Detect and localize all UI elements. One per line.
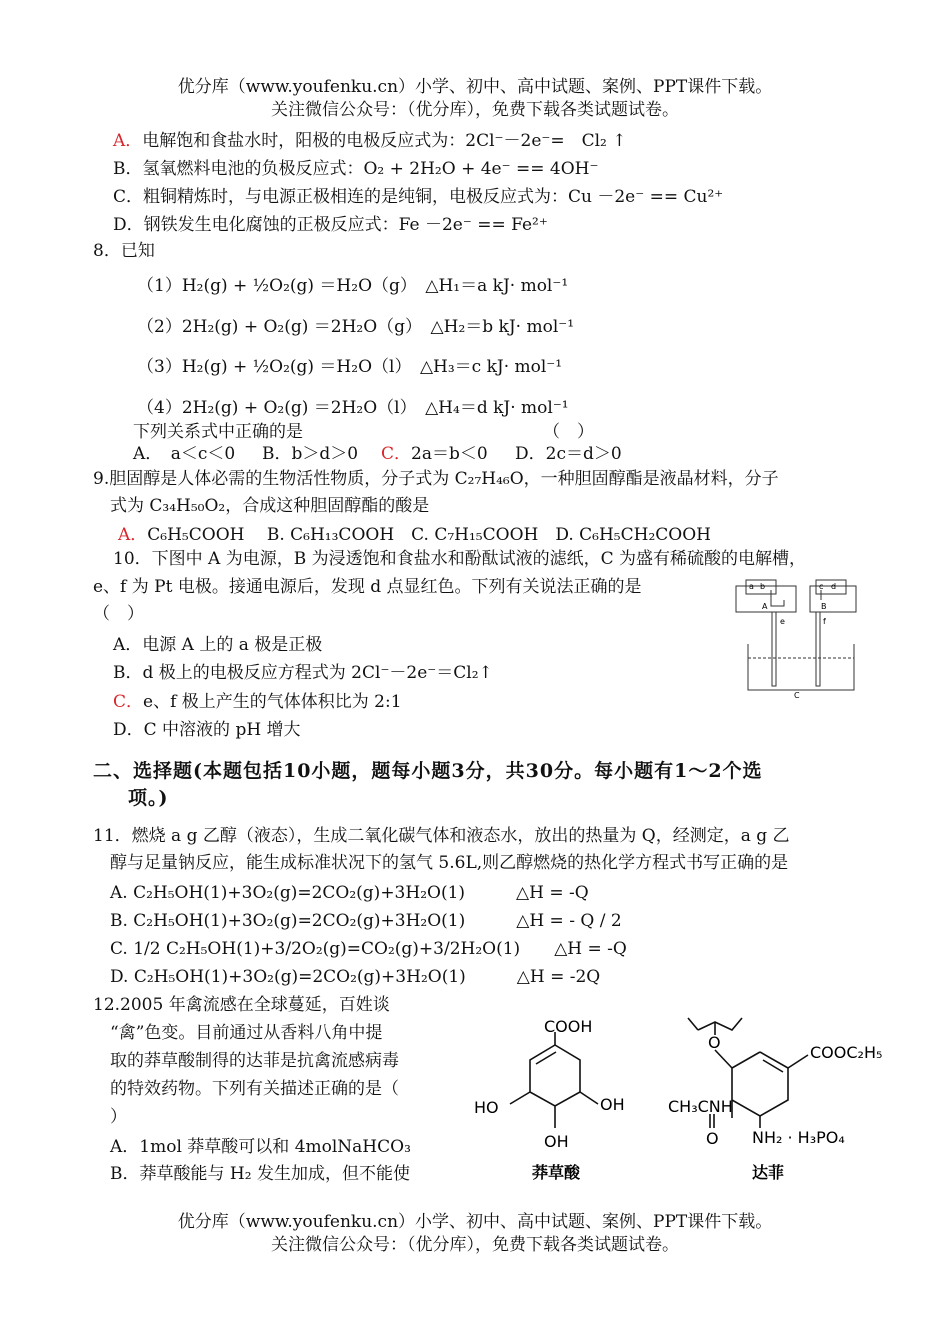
q10-answer-paren: （ ） bbox=[93, 604, 144, 624]
tamiflu-ring bbox=[732, 1052, 788, 1116]
shikimic-acid-name: 莽草酸 bbox=[532, 1163, 581, 1182]
cooh-label: COOH bbox=[544, 1017, 593, 1036]
q8-answer-paren: （ ） bbox=[543, 422, 594, 442]
footer-line-1: 优分库（www.youfenku.cn）小学、初中、高中试题、案例、PPT课件下载。 bbox=[177, 1212, 773, 1232]
q10-option-c-label: C． bbox=[113, 692, 144, 712]
q12-option-b: B．莽草酸能与 H₂ 发生加成，但不能使 bbox=[110, 1164, 410, 1184]
molecule-structures bbox=[470, 1000, 900, 1185]
q11-line-2: 醇与足量钠反应，能生成标准状况下的氢气 5.6L,则乙醇燃烧的热化学方程式书写正确的是 bbox=[110, 853, 789, 873]
ether-o-label: O bbox=[708, 1033, 721, 1052]
q8-option-c-text: 2a＝b＜0 bbox=[411, 444, 488, 464]
section-2-title-cont: 项。) bbox=[128, 787, 169, 809]
q12-line-4: 的特效药物。下列有关描述正确的是（ bbox=[110, 1079, 399, 1099]
q11-option-d: D. C₂H₅OH(1)+3O₂(g)=2CO₂(g)+3H₂O(1) △H = -2Q bbox=[110, 967, 601, 987]
q9-options-text: C₆H₅COOH B. C₆H₁₃COOH C. C₇H₁₅COOH D. C₆H₅CH₂COOH bbox=[147, 525, 711, 545]
q8-equation-1: （1）H₂(g) + ½O₂(g) ＝H₂O（g） △H₁＝a kJ· mol⁻¹ bbox=[137, 276, 569, 296]
q8-option-d: D．2c＝d＞0 bbox=[515, 444, 622, 464]
q8-option-b: B．b＞d＞0 bbox=[262, 444, 359, 464]
oh-bottom-label: OH bbox=[544, 1132, 569, 1151]
q10-option-a: A．电源 A 上的 a 极是正极 bbox=[113, 635, 323, 655]
q8-equation-3: （3）H₂(g) + ½O₂(g) ＝H₂O（l） △H₃＝c kJ· mol⁻¹ bbox=[137, 357, 563, 377]
q8-option-a: A． a＜c＜0 bbox=[133, 444, 236, 464]
label-A: A bbox=[762, 602, 768, 611]
q7-option-a-label: A． bbox=[113, 131, 143, 151]
label-d: d bbox=[831, 582, 837, 591]
electrode-e bbox=[772, 612, 776, 686]
q11-line-1: 11．燃烧 a g 乙醇（液态），生成二氧化碳气体和液态水，放出的热量为 Q，经测定，a g 乙 bbox=[93, 826, 790, 846]
q12-line-2: “禽”色变。目前通过从香料八角中提 bbox=[110, 1023, 383, 1043]
label-B: B bbox=[821, 602, 827, 611]
q12-line-3: 取的莽草酸制得的达菲是抗禽流感病毒 bbox=[110, 1051, 399, 1071]
q7-option-b: B．氢氧燃料电池的负极反应式：O₂ + 2H₂O + 4e⁻ == 4OH⁻ bbox=[113, 159, 599, 179]
label-f: f bbox=[823, 617, 826, 626]
header-line-2: 关注微信公众号：（优分库），免费下载各类试题试卷。 bbox=[271, 100, 679, 120]
q9-options bbox=[118, 524, 711, 546]
q12-option-a: A．1mol 莽草酸可以和 4molNaHCO₃ bbox=[110, 1137, 411, 1157]
q7-option-a-text: 电解饱和食盐水时，阳极的电极反应式为：2Cl⁻－2e⁻= Cl₂ ↑ bbox=[142, 131, 627, 151]
q12-line-5: ） bbox=[110, 1107, 127, 1127]
q10-option-c bbox=[113, 691, 402, 713]
electrolytic-cell bbox=[748, 644, 854, 690]
q7-option-d: D．钢铁发生电化腐蚀的正极反应式：Fe －2e⁻ == Fe²⁺ bbox=[113, 215, 548, 235]
q8-question: 下列关系式中正确的是 bbox=[133, 422, 303, 442]
amine-phosphate-label: NH₂ · H₃PO₄ bbox=[752, 1128, 845, 1147]
carbonyl-o-label: O bbox=[706, 1129, 719, 1148]
q7-option-a bbox=[113, 130, 627, 152]
label-e: e bbox=[780, 617, 785, 626]
ho-left-label: HO bbox=[474, 1098, 499, 1117]
ester-label: COOC₂H₅ bbox=[810, 1043, 883, 1062]
oh-right-label: OH bbox=[600, 1095, 625, 1114]
label-C: C bbox=[794, 691, 800, 700]
tamiflu-name: 达菲 bbox=[752, 1163, 785, 1182]
header-line-1: 优分库（www.youfenku.cn）小学、初中、高中试题、案例、PPT课件下载。 bbox=[177, 77, 773, 97]
q8-equation-4: （4）2H₂(g) + O₂(g) ＝2H₂O（l） △H₄＝d kJ· mol⁻¹ bbox=[137, 398, 569, 418]
amide-label: CH₃CNH bbox=[668, 1097, 733, 1116]
q10-option-b: B．d 极上的电极反应方程式为 2Cl⁻－2e⁻＝Cl₂↑ bbox=[113, 663, 493, 683]
q10-option-c-text: e、f 极上产生的气体体积比为 2:1 bbox=[143, 692, 402, 712]
q10-line-2: e、f 为 Pt 电极。接通电源后，发现 d 点显红色。下列有关说法正确的是 bbox=[93, 577, 642, 597]
label-a: a bbox=[749, 582, 754, 591]
q11-option-b: B. C₂H₅OH(1)+3O₂(g)=2CO₂(g)+3H₂O(1) △H = - Q / 2 bbox=[110, 911, 622, 931]
q12-line-1: 12.2005 年禽流感在全球蔓延，百姓谈 bbox=[93, 995, 390, 1015]
label-c: c bbox=[819, 582, 824, 591]
electrolysis-diagram bbox=[728, 572, 863, 700]
q7-option-c: C．粗铜精炼时，与电源正极相连的是纯铜，电极反应式为：Cu －2e⁻ == Cu²⁺ bbox=[113, 187, 724, 207]
footer-line-2: 关注微信公众号：（优分库），免费下载各类试题试卷。 bbox=[271, 1235, 679, 1255]
section-2-title: 二、选择题(本题包括10小题，题每小题3分，共30分。每小题有1～2个选 bbox=[93, 760, 763, 782]
q8-option-c bbox=[381, 443, 488, 465]
q10-option-d: D．C 中溶液的 pH 增大 bbox=[113, 720, 301, 740]
q9-line-1: 9.胆固醇是人体必需的生物活性物质，分子式为 C₂₇H₄₆O，一种胆固醇酯是液晶材料，分子 bbox=[93, 469, 779, 489]
label-b: b bbox=[760, 582, 766, 591]
electrode-f bbox=[816, 612, 820, 686]
q11-option-a: A. C₂H₅OH(1)+3O₂(g)=2CO₂(g)+3H₂O(1) △H = -Q bbox=[110, 883, 589, 903]
q9-option-a-label: A． bbox=[118, 525, 148, 545]
q8-option-c-label: C． bbox=[381, 444, 412, 464]
q9-line-2: 式为 C₃₄H₅₀O₂，合成这种胆固醇酯的酸是 bbox=[110, 496, 430, 516]
q11-option-c: C. 1/2 C₂H₅OH(1)+3/2O₂(g)=CO₂(g)+3/2H₂O(1) △H = -Q bbox=[110, 939, 627, 959]
q10-line-1: 10．下图中 A 为电源，B 为浸透饱和食盐水和酚酞试液的滤纸，C 为盛有稀硫酸的电解槽， bbox=[113, 549, 807, 569]
shikimic-acid-ring bbox=[530, 1045, 580, 1106]
q8-stem: 8．已知 bbox=[93, 241, 155, 261]
q8-equation-2: （2）2H₂(g) + O₂(g) ＝2H₂O（g） △H₂＝b kJ· mol⁻¹ bbox=[137, 317, 575, 337]
